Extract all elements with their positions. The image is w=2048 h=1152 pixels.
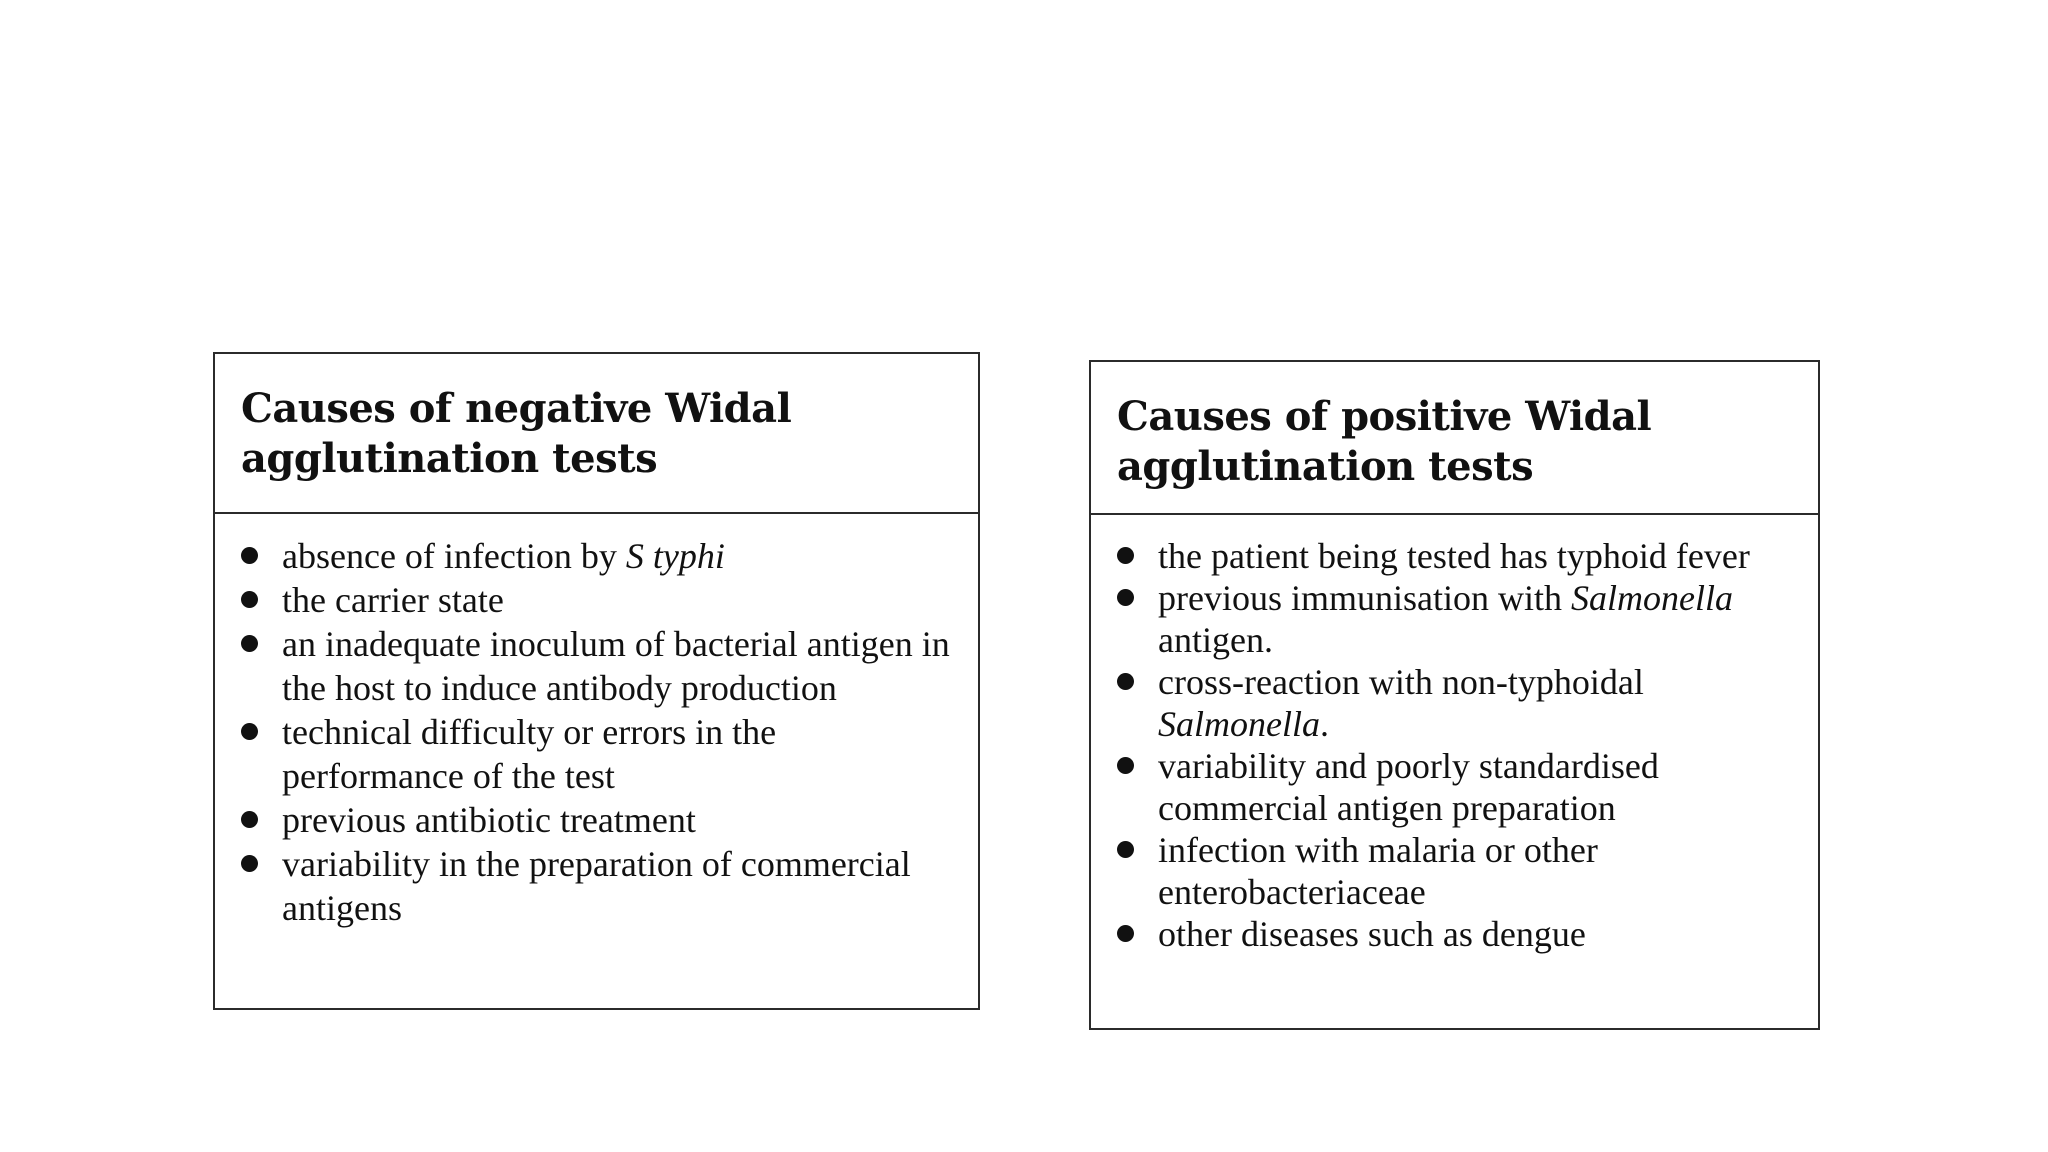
item-italic-text: Salmonella: [1158, 704, 1320, 744]
item-text: technical difficulty or errors in the performance of the test: [282, 712, 777, 796]
list-item: [1117, 577, 1798, 661]
bullet-icon: [1117, 757, 1134, 774]
list-item: [241, 842, 958, 930]
positive-widal-causes-box: [1089, 360, 1820, 1030]
list-item: [1117, 829, 1798, 913]
bullet-icon: [241, 723, 258, 740]
negative-box-title: Causes of negative Widal agglutination tests: [241, 385, 792, 482]
negative-widal-causes-box: [213, 352, 980, 1010]
bullet-icon: [241, 547, 258, 564]
item-text: variability and poorly standardised commercial antigen preparation: [1158, 746, 1659, 828]
bullet-icon: [241, 811, 258, 828]
bullet-icon: [1117, 841, 1134, 858]
list-item: [241, 710, 958, 798]
list-item: [241, 622, 958, 710]
item-italic-text: Salmonella: [1570, 578, 1733, 618]
positive-causes-list: [1091, 515, 1818, 955]
item-text: an inadequate inoculum of bacterial antigen in the host to induce antibody production: [282, 624, 950, 708]
item-text-after: antigen.: [1158, 620, 1273, 660]
item-text: other diseases such as dengue: [1158, 914, 1586, 954]
negative-box-header: [215, 354, 978, 514]
negative-causes-list: [215, 514, 978, 930]
item-text: cross-reaction with non-typhoidal: [1158, 662, 1644, 702]
list-item: [1117, 661, 1798, 745]
list-item: [1117, 913, 1798, 955]
item-text: absence of infection by: [282, 536, 626, 576]
bullet-icon: [1117, 589, 1134, 606]
positive-box-title: Causes of positive Widal agglutination tests: [1117, 393, 1652, 490]
list-item: [241, 534, 958, 578]
item-text-after: .: [1319, 704, 1329, 744]
bullet-icon: [241, 635, 258, 652]
item-text: infection with malaria or other enterobacteriaceae: [1158, 830, 1598, 912]
item-text: previous immunisation with: [1158, 578, 1571, 618]
item-text: variability in the preparation of commercial antigens: [282, 844, 911, 928]
list-item: [1117, 535, 1798, 577]
bullet-icon: [1117, 547, 1134, 564]
bullet-icon: [241, 855, 258, 872]
item-text: the patient being tested has typhoid fever: [1158, 536, 1750, 576]
positive-box-header: [1091, 362, 1818, 515]
bullet-icon: [1117, 925, 1134, 942]
list-item: [241, 798, 958, 842]
bullet-icon: [1117, 673, 1134, 690]
item-italic-text: S typhi: [625, 536, 725, 576]
list-item: [241, 578, 958, 622]
item-text: previous antibiotic treatment: [282, 800, 696, 840]
item-text: the carrier state: [282, 580, 504, 620]
bullet-icon: [241, 591, 258, 608]
list-item: [1117, 745, 1798, 829]
